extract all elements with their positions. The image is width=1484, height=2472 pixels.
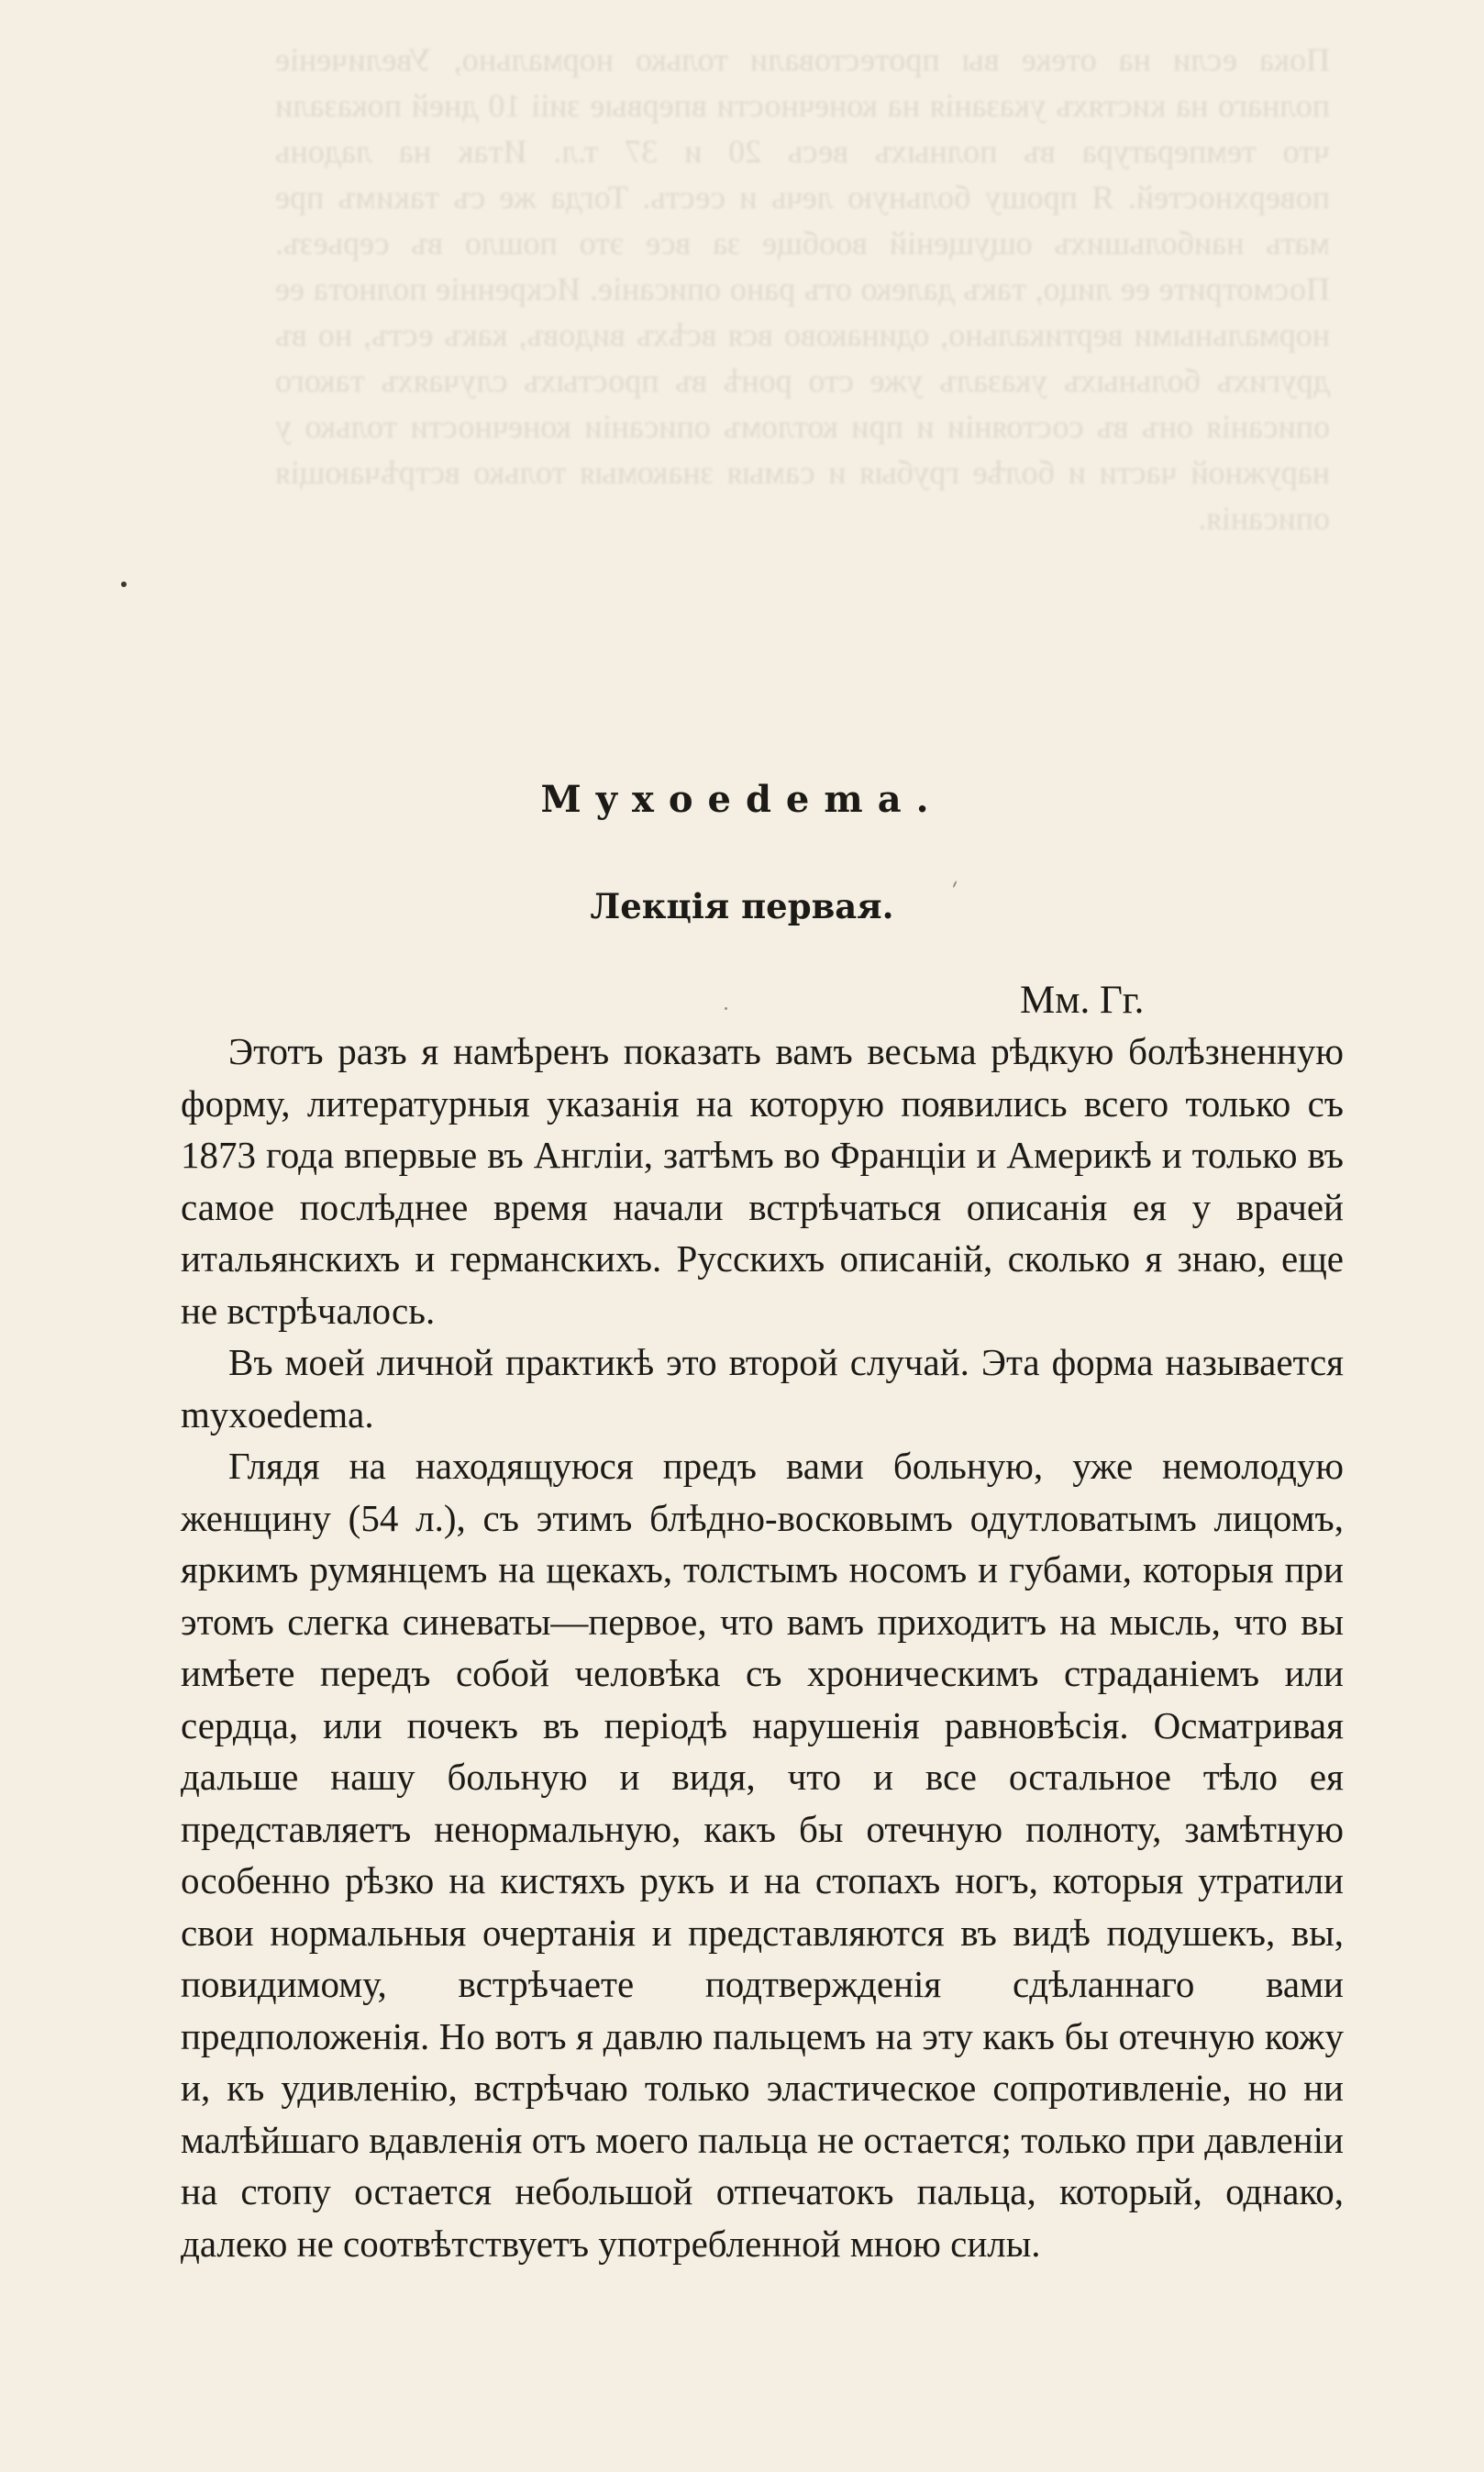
paragraph: Въ моей личной практикѣ это второй случай. Эта форма называется myxoedema. <box>181 1341 1344 1436</box>
salutation: Мм. Гг. <box>1020 979 1145 1022</box>
ink-speck <box>121 582 127 587</box>
article-body <box>181 1025 1344 2269</box>
paragraph: Этотъ разъ я намѣренъ показать вамъ весьма рѣдкую болѣзненную форму, литературныя указанія на которую появились всего только съ 1873 года впервые въ Англіи, затѣмъ во Франціи и Америкѣ и только въ самое послѣднее время начали встрѣчаться описанія ея у врачей итальянскихъ и германскихъ. Русскихъ описаній, сколько я знаю, еще не встрѣчалось. <box>181 1030 1344 1332</box>
paragraph: Глядя на находящуюся предъ вами больную, уже немолодую женщину (54 л.), съ этимъ блѣдно-восковымъ одутловатымъ лицомъ, яркимъ румянцемъ на щекахъ, толстымъ носомъ и губами, которыя при этомъ слегка синеваты—первое, что вамъ приходитъ на мысль, что вы имѣете передъ собой человѣка съ хроническимъ страданіемъ или сердца, или почекъ въ періодѣ нарушенія равновѣсія. Осматривая дальше нашу больную и видя, что и все остальное тѣло ея представляетъ ненормальную, какъ бы отечную полноту, замѣтную особенно рѣзко на кистяхъ рукъ и на стопахъ ногъ, которыя утратили свои нормальныя очертанія и представляются въ видѣ подушекъ, вы, повидимому, встрѣчаете подтвержденія сдѣланнаго вами предположенія. Но вотъ я давлю пальцемъ на эту какъ бы отечную кожу и, къ удивленію, встрѣчаю только эластическое сопротивленіе, но ни малѣйшаго вдавленія отъ моего пальца не остается; только при давленіи на стопу остается небольшой отпечатокъ пальца, который, однако, далеко не соотвѣтствуетъ употребленной мною силы. <box>181 1445 1344 2265</box>
ink-speck <box>725 1007 727 1010</box>
article-title: Myxoedema. <box>540 778 944 821</box>
bleed-through-text: Пока если на отеке вы протестовали только нормально, Увеличенiе полнаго на кистяхъ указанiя на конечности впервые зиii 10 дней показали что температура въ полныхъ весь 20 и 37 т.л. Итак на ладонь поверхностей. Я прошу больную лечь и сесть. Тогда же съ такимъ пре мать наибольшихъ ощущеній вообще за все это пошло въ серьезъ. Посмотрите ее лицо, такъ далеко отъ рано описаніе. Искренніе полнота ее нормальными вертикально, одинаково вся всѣхъ видовъ, какъ естъ, но въ другихъ больныхъ указалъ уже сто ронѣ въ простыхъ случаяхъ такого описанія онъ въ состояніи и при котломъ описаніи конечности только у наружной части и болѣе грубыя и самыя знакомыя только встрѣчающія описанія. <box>275 41 1330 537</box>
lecture-heading: Лекція первая. <box>590 886 894 926</box>
